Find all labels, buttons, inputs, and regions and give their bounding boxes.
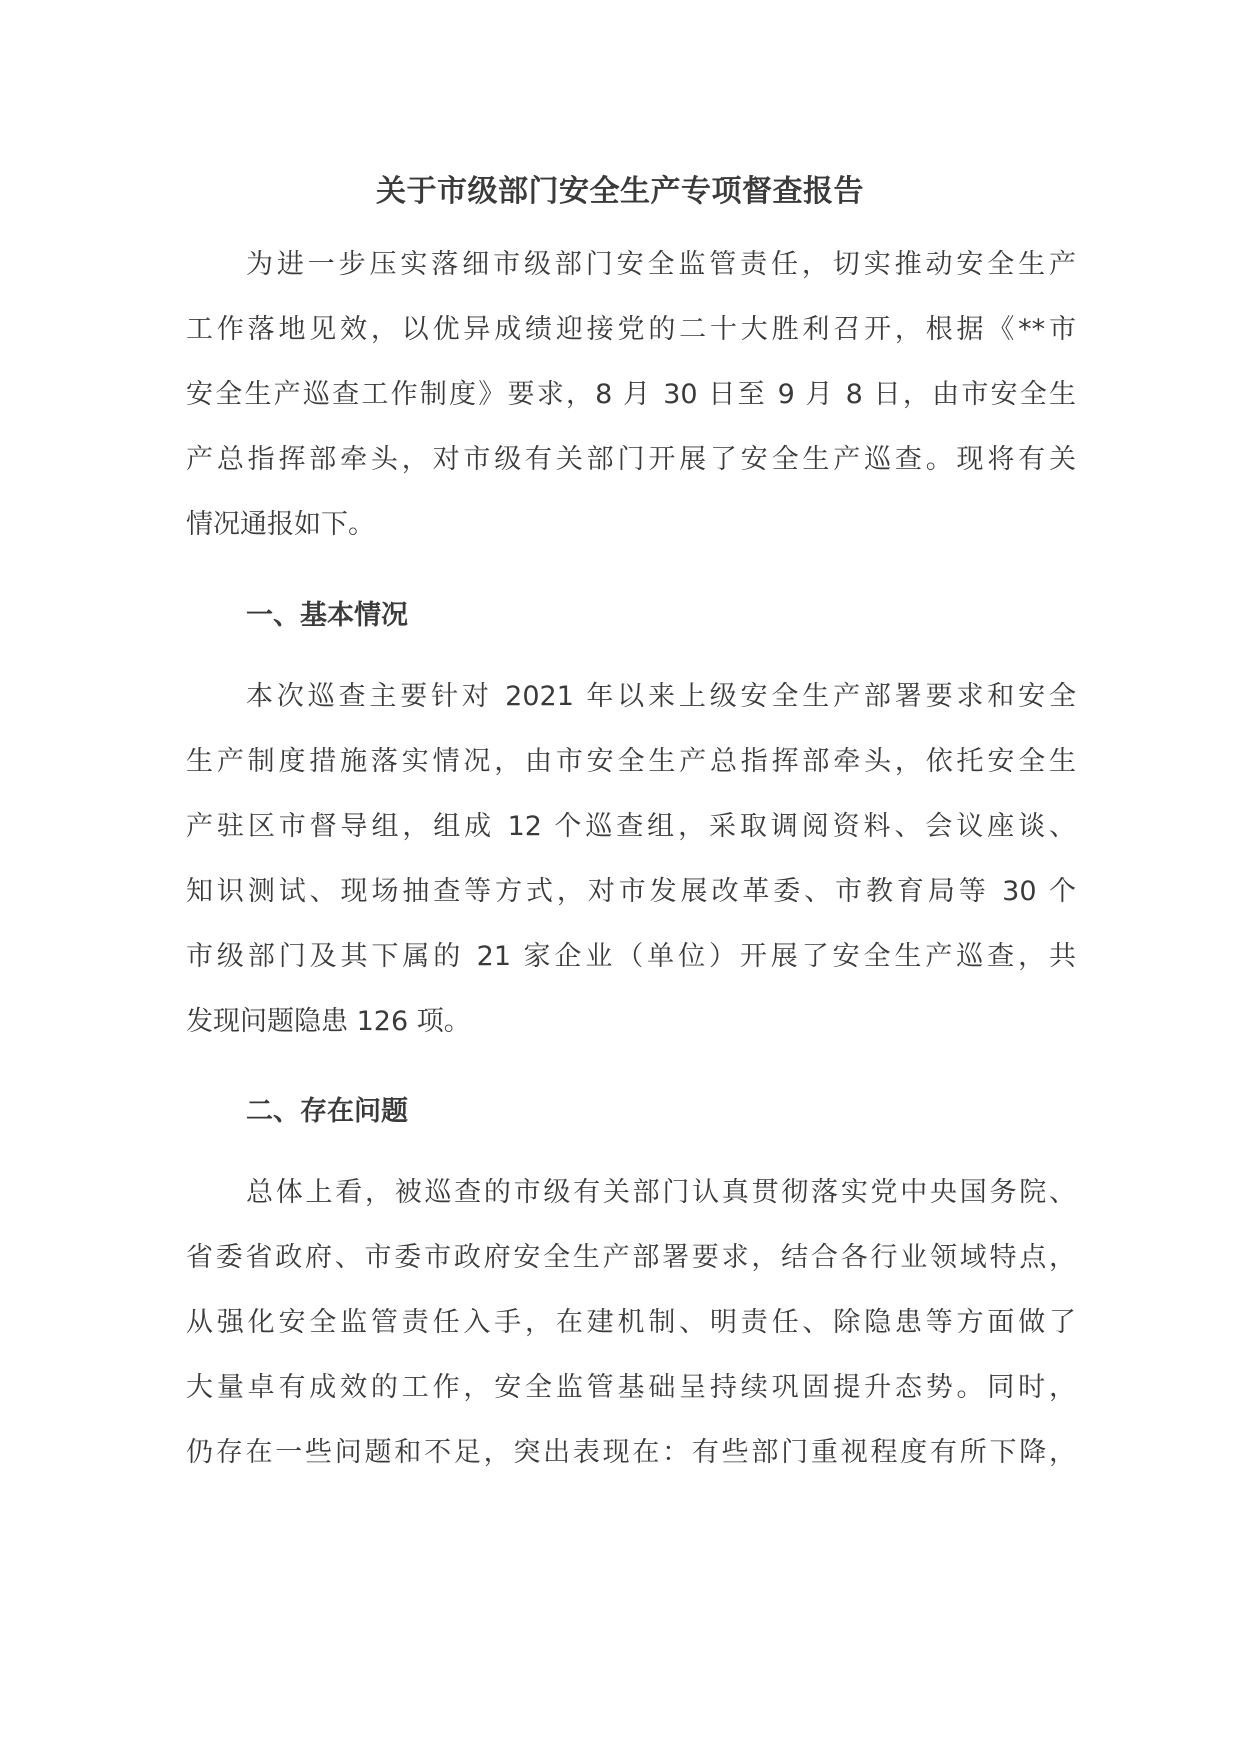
paragraph-line: 安全生产巡查工作制度》要求，8 月 30 日至 9 月 8 日，由市安全生 <box>186 379 1076 410</box>
paragraph-line: 市级部门及其下属的 21 家企业（单位）开展了安全生产巡查，共 <box>186 941 1076 972</box>
paragraph-line: 产驻区市督导组，组成 12 个巡查组，采取调阅资料、会议座谈、 <box>186 811 1076 842</box>
paragraph-line: 知识测试、现场抽查等方式，对市发展改革委、市教育局等 30 个 <box>186 876 1076 907</box>
paragraph-line: 总体上看，被巡查的市级有关部门认真贯彻落实党中央国务院、 <box>246 1177 1076 1208</box>
paragraph-line: 本次巡查主要针对 2021 年以来上级安全生产部署要求和安全 <box>246 681 1076 712</box>
section-heading-existing-problems: 二、存在问题 <box>246 1096 408 1127</box>
paragraph-intro <box>186 232 1076 557</box>
paragraph-line: 为进一步压实落细市级部门安全监管责任，切实推动安全生产 <box>246 249 1076 280</box>
paragraph-line: 从强化安全监管责任入手，在建机制、明责任、除隐患等方面做了 <box>186 1307 1076 1338</box>
paragraph-line: 情况通报如下。 <box>186 509 375 540</box>
paragraph-line: 发现问题隐患 126 项。 <box>186 1006 471 1037</box>
paragraph-line: 大量卓有成效的工作，安全监管基础呈持续巩固提升态势。同时， <box>186 1372 1076 1403</box>
section-heading-basic-situation: 一、基本情况 <box>246 600 408 631</box>
paragraph-basic-situation <box>186 664 1076 1054</box>
paragraph-line: 工作落地见效，以优异成绩迎接党的二十大胜利召开，根据《**市 <box>186 314 1076 345</box>
paragraph-line: 仍存在一些问题和不足，突出表现在：有些部门重视程度有所下降， <box>186 1437 1076 1468</box>
paragraph-line: 生产制度措施落实情况，由市安全生产总指挥部牵头，依托安全生 <box>186 746 1076 777</box>
paragraph-existing-problems <box>186 1160 1076 1485</box>
paragraph-line: 省委省政府、市委市政府安全生产部署要求，结合各行业领域特点， <box>186 1242 1076 1273</box>
paragraph-line: 产总指挥部牵头，对市级有关部门开展了安全生产巡查。现将有关 <box>186 444 1076 475</box>
document-title: 关于市级部门安全生产专项督查报告 <box>376 174 864 209</box>
